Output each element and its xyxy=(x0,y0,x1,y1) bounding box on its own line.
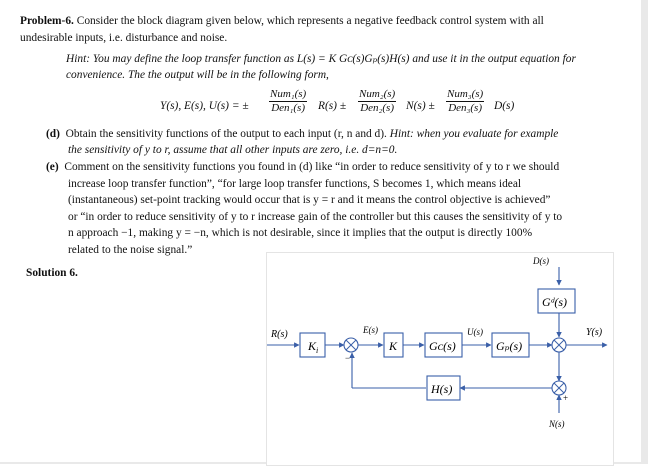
hint-box xyxy=(36,48,641,126)
term-n: N(s) ± xyxy=(406,100,435,112)
denominator-1: Den₁(s) xyxy=(271,102,305,114)
part-e-text-1: Comment on the sensitivity functions you found in (d) like “in order to reduce sensitivity of y to r we should xyxy=(64,161,560,173)
h-label: H(s) xyxy=(431,382,453,396)
problem-text-1: Consider the block diagram given below, which represents a negative feedback control system with all xyxy=(76,15,544,27)
hint-line-1: Hint: You may define the loop transfer function as L(s) = K Gᴄ(s)Gₚ(s)H(s) and use it in the output equation for xyxy=(66,53,576,65)
problem-label: Problem-6. xyxy=(20,15,74,27)
ki-subscript: i xyxy=(316,346,319,355)
term-d: D(s) xyxy=(494,100,515,112)
part-e-label: (e) xyxy=(46,161,59,173)
fraction-3 xyxy=(446,88,484,115)
part-d-hint-1: Hint: when you evaluate for example xyxy=(389,128,559,140)
output-label: Y(s) xyxy=(586,327,603,338)
block-diagram xyxy=(266,252,614,466)
term-r: R(s) ± xyxy=(318,100,347,112)
part-e-line-6: related to the noise signal.” xyxy=(68,244,193,256)
block-diagram-svg xyxy=(267,253,613,465)
solution-label: Solution 6. xyxy=(26,267,78,279)
input-label: R(s) xyxy=(271,329,288,340)
denominator-2: Den₂(s) xyxy=(360,102,394,114)
part-e-line-3: (instantaneous) set-point tracking would occur that is y = r and it means the control objective is achieved” xyxy=(68,194,551,206)
part-e-line-1 xyxy=(46,159,559,175)
hint-line-2: convenience. The the output will be in the following form, xyxy=(66,69,329,81)
part-d-line-1 xyxy=(46,126,558,142)
equation-lhs: Y(s), E(s), U(s) = ± xyxy=(160,100,249,112)
part-d-line-2: the sensitivity of y to r, assume that all other inputs are zero, i.e. d=n=0. xyxy=(68,144,398,156)
numerator-2: Num₂(s) xyxy=(359,88,396,100)
feedback-minus-sign: − xyxy=(345,353,351,363)
part-d-text-1: Obtain the sensitivity functions of the output to each input (r, n and d). xyxy=(65,128,387,140)
control-label: U(s) xyxy=(467,327,483,337)
solution-heading xyxy=(26,265,78,281)
problem-line-2: undesirable inputs, i.e. disturbance and noise. xyxy=(20,32,228,44)
disturbance-label: D(s) xyxy=(533,256,549,266)
problem-line-1 xyxy=(20,13,544,29)
k-label: K xyxy=(389,339,398,353)
part-e-line-5: n approach −1, making y = −n, which is not desirable, since it implies that the output is directly 100% xyxy=(68,227,533,239)
fraction-1 xyxy=(269,88,307,115)
part-d-label: (d) xyxy=(46,128,60,140)
gp-label: Gₚ(s) xyxy=(496,339,523,353)
ki-label: K xyxy=(308,339,317,353)
noise-plus-sign: + xyxy=(563,393,569,403)
error-label: E(s) xyxy=(363,325,378,335)
numerator-1: Num₁(s) xyxy=(270,88,307,100)
fraction-2 xyxy=(358,88,396,115)
part-e-line-2: increase loop transfer function”, “for large loop transfer functions, S becomes 1, which means ideal xyxy=(68,178,522,190)
gc-label: Gᴄ(s) xyxy=(429,339,456,353)
noise-label: N(s) xyxy=(549,419,565,429)
denominator-3: Den₃(s) xyxy=(448,102,482,114)
gd-label: Gᵈ(s) xyxy=(542,295,568,309)
part-e-line-4: or “in order to reduce sensitivity of y to r increase gain of the controller but this causes the sensitivity of y to xyxy=(68,211,563,223)
numerator-3: Num₃(s) xyxy=(447,88,484,100)
